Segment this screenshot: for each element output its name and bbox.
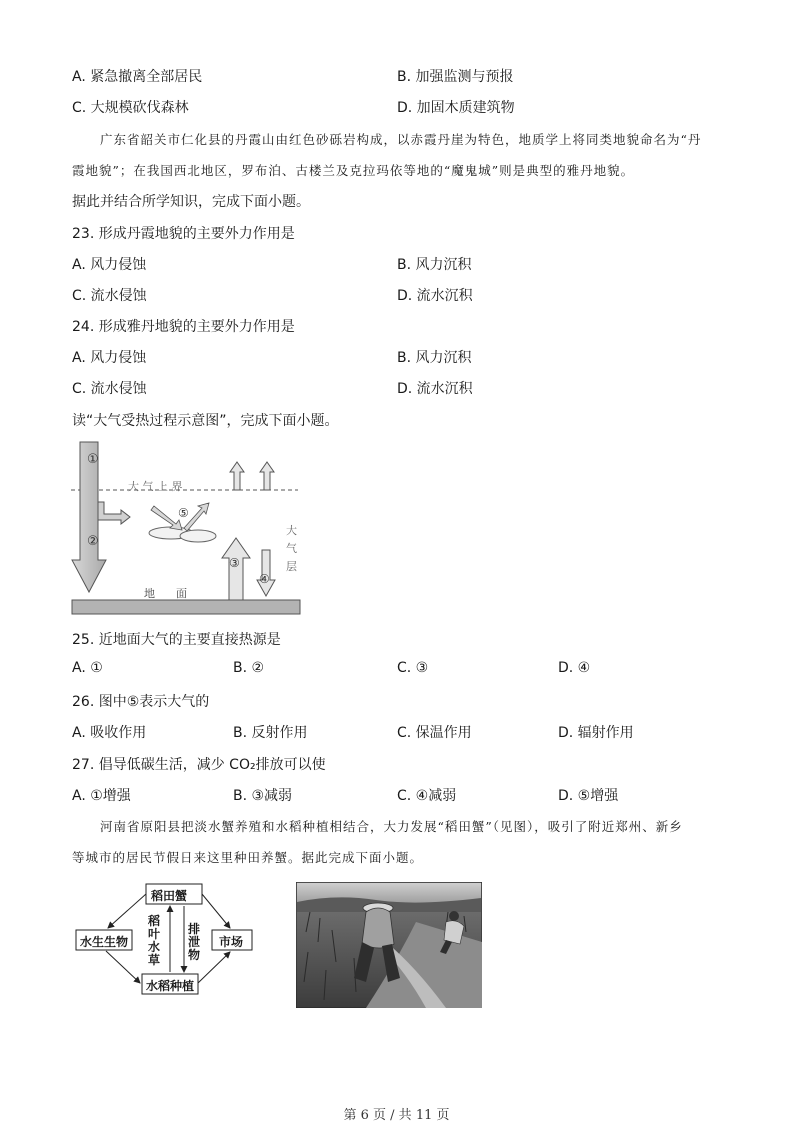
q24-option-c: C. 流水侵蚀	[72, 381, 147, 397]
passage2-line2: 等城市的居民节假日来这里种田养蟹。据此完成下面小题。	[72, 850, 424, 865]
arrow-rice-to-market	[198, 952, 230, 983]
q25-option-b: B. ②	[233, 660, 265, 676]
atmosphere-label-2: 气	[286, 542, 297, 555]
q25-option-a: A. ①	[72, 660, 103, 676]
q24-stem: 24. 形成雅丹地貌的主要外力作用是	[72, 319, 295, 335]
diagram-label-4: ④	[259, 572, 270, 586]
page-footer: 第 6 页 / 共 11 页	[343, 1108, 450, 1123]
q24-option-b: B. 风力沉积	[397, 350, 472, 366]
passage1-line1: 广东省韶关市仁化县的丹霞山由红色砂砾岩构成，以赤霞丹崖为特色，地质学上将同类地貌命名为“丹	[100, 132, 702, 147]
upper-boundary-label: 大 气 上 界	[128, 480, 183, 493]
q26-option-d: D. 辐射作用	[558, 725, 634, 741]
rice-field-photo	[296, 882, 482, 1008]
q23-option-a: A. 风力侵蚀	[72, 257, 147, 273]
q27-stem: 27. 倡导低碳生活，减少 CO₂排放可以使	[72, 757, 326, 773]
label-market: 市场	[219, 935, 244, 949]
reflection-branch-arrow	[98, 502, 130, 524]
q27-option-d: D. ⑤增强	[558, 788, 619, 804]
q24-option-d: D. 流水沉积	[397, 381, 473, 397]
q27-option-c: C. ④减弱	[397, 788, 457, 804]
ground-bar	[72, 600, 300, 614]
q25-stem: 25. 近地面大气的主要直接热源是	[72, 632, 281, 648]
diagram-label-3: ③	[229, 556, 240, 570]
diagram-intro: 读“大气受热过程示意图”，完成下面小题。	[72, 413, 339, 429]
arrow-crab-to-aquatic	[108, 894, 146, 928]
cloud-right	[180, 530, 216, 542]
label-rice-crab: 稻田蟹	[151, 889, 188, 903]
passage2-line1: 河南省原阳县把淡水蟹养殖和水稻种植相结合，大力发展“稻田蟹”（见图），吸引了附近郑州、新乡	[100, 819, 683, 834]
q27-option-b: B. ③减弱	[233, 788, 293, 804]
q26-option-b: B. 反射作用	[233, 725, 308, 741]
passage1-line3: 据此并结合所学知识，完成下面小题。	[72, 194, 310, 210]
q23-stem: 23. 形成丹霞地貌的主要外力作用是	[72, 226, 295, 242]
q26-option-a: A. 吸收作用	[72, 725, 147, 741]
label-waste-1: 排	[188, 922, 201, 936]
label-leaf-2: 叶	[148, 927, 161, 941]
q23-option-d: D. 流水沉积	[397, 288, 473, 304]
q23-option-b: B. 风力沉积	[397, 257, 472, 273]
escape-arrow-1	[230, 462, 244, 490]
label-leaf-4: 草	[148, 953, 161, 967]
q25-option-c: C. ③	[397, 660, 429, 676]
arrow-crab-to-market	[202, 894, 230, 928]
diagram-label-2: ②	[87, 534, 99, 549]
diagram-label-1: ①	[87, 452, 99, 467]
q22-option-a: A. 紧急撤离全部居民	[72, 69, 203, 85]
label-rice-planting: 水稻种植	[146, 979, 195, 993]
passage1-line2: 霞地貌”；在我国西北地区，罗布泊、古楼兰及克拉玛依等地的“魔鬼城”则是典型的雅丹地貌。	[72, 163, 635, 178]
q22-option-b: B. 加强监测与预报	[397, 69, 514, 85]
label-waste-3: 物	[188, 948, 201, 962]
escape-arrow-2	[260, 462, 274, 490]
label-leaf-3: 水	[148, 940, 161, 954]
q26-stem: 26. 图中⑤表示大气的	[72, 694, 210, 710]
q25-option-d: D. ④	[558, 660, 591, 676]
q27-option-a: A. ①增强	[72, 788, 131, 804]
q26-option-c: C. 保温作用	[397, 725, 472, 741]
label-aquatic-life: 水生生物	[80, 935, 129, 949]
atmosphere-label-3: 层	[286, 560, 297, 573]
ground-label: 地 面	[144, 587, 187, 600]
label-waste-2: 泄	[188, 935, 201, 949]
arrow-aquatic-to-rice	[106, 951, 140, 983]
q23-option-c: C. 流水侵蚀	[72, 288, 147, 304]
q22-option-c: C. 大规模砍伐森林	[72, 100, 189, 116]
q22-option-d: D. 加固木质建筑物	[397, 100, 515, 116]
q24-option-a: A. 风力侵蚀	[72, 350, 147, 366]
diagram-label-5: ⑤	[178, 506, 189, 520]
atmosphere-label-1: 大	[286, 524, 297, 537]
label-leaf-1: 稻	[148, 914, 161, 928]
